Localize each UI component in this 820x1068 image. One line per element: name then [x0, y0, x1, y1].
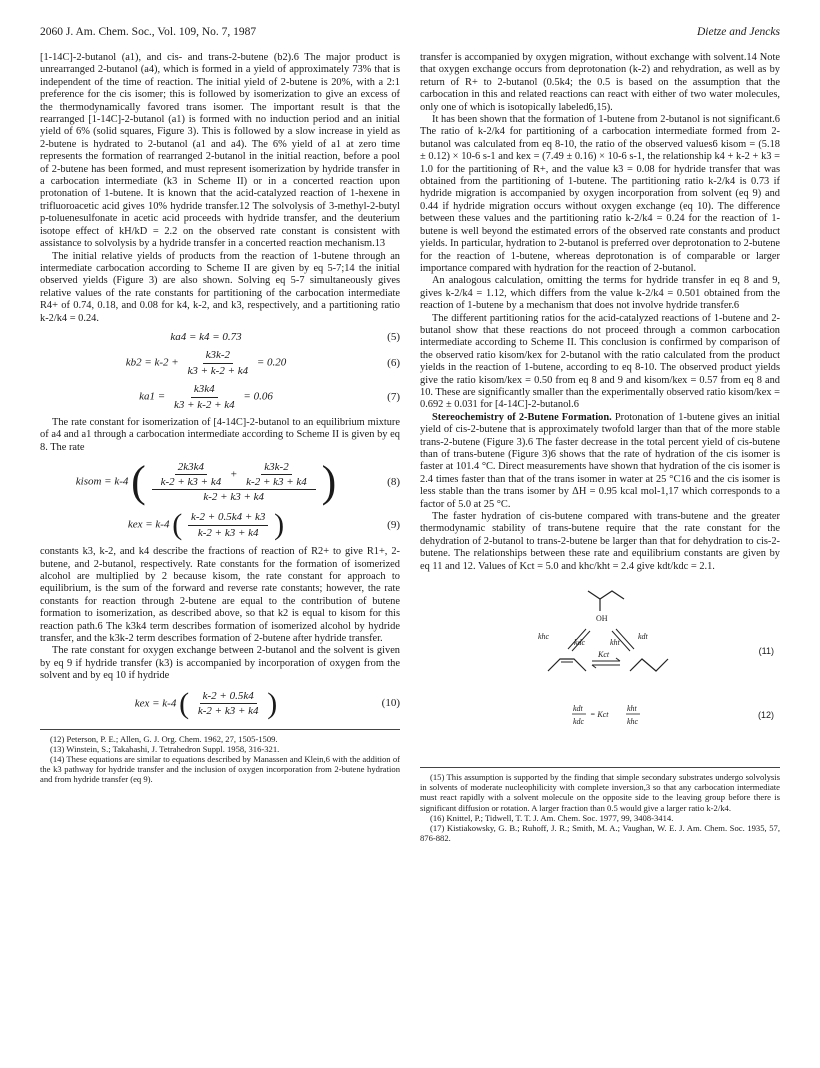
equation-5: ka4 = k4 = 0.73 (5) — [170, 330, 400, 343]
paragraph: The rate constant for isomerization of [4-14C]-2-butanol to an equilibrium mixture of a4 and a1 through a carbocation intermediate according to Scheme II is given by eq 8. The rate — [40, 416, 400, 453]
equation-11-number: (11) — [758, 646, 774, 657]
rate-label-khc: khc — [538, 632, 550, 642]
equation-9: kex = k-4 ( $\frac{k-2 + 0.5k4 + k3}{k-2 + k3 + k4}$ ) (9) — [127, 508, 400, 542]
paragraph: The initial relative yields of products from the reaction of 1-butene through an intermediate carbocation according to Scheme II are given by eq 5-7;14 the initial observed yields (Figure 3) are also shown. Solving eq 5-7 simultaneously gives relative values of the rate constants for partitioning of the carbocation intermediate R4+ of 0.74, 0.18, and 0.08 for k4, k-2, and k3, respectively, and a partitioning ratio k-2/k4 = 0.24. — [40, 250, 400, 324]
reaction-scheme: OH khc kdc kht kdt Kct (11) kdt kdc = Kct kht khc (12) — [420, 577, 780, 757]
paragraph: transfer is accompanied by oxygen migration, without exchange with solvent.14 Note that oxygen exchange occurs from deprotonation (k-2) and rehydration, as well as by return of R+ to 2-butanol (0.5k4; the 0.5 is based on the assumption that the carbocation in this and related reactions can react with either of two water molecules, only one of which is isotopically labeled6,15). — [420, 52, 780, 113]
footnotes-right — [420, 767, 780, 843]
paragraph: The rate constant for oxygen exchange between 2-butanol and the solvent is given by eq 9 if hydride transfer (k3) is accompanied by incorporation of oxygen from the solvent and by eq 10 if hydride — [40, 645, 400, 682]
left-column — [40, 52, 400, 785]
right-column — [420, 52, 780, 843]
paragraph: constants k3, k-2, and k4 describe the fractions of reaction of R2+ to give R1+, 2-butene, and 2-butanol, respectively. Rate constants for the formation of isomerized alcohol are multiplied by 2 because kisom, the rate constant for approach to equilibrium, is the sum of the forward and reverse rate constants; however, the rate constants for reaction through 2-butene are equal to the contribution of butene formation to isomerization, as described above, so that k2 is equal to kisom for this reaction path.6 The k3k4 term describes formation of isomerized alcohol by hydride transfer, and the k3k-2 term describes formation of 2-butene after hydride transfer. — [40, 546, 400, 645]
equation-7: ka1 = $\frac{k3k4}{k3 + k-2 + k4}$ = 0.06 (7) — [139, 383, 400, 411]
rate-label-kdc: kdc — [574, 638, 586, 648]
footnote-13: (13) Winstein, S.; Takahashi, J. Tetrahedron Suppl. 1958, 316-321. — [50, 743, 280, 754]
equation-6: kb2 = k-2 + $\frac{k3k-2}{k3 + k-2 + k4}$ = 0.20 (6) — [125, 349, 400, 377]
rate-label-kct: Kct — [598, 650, 610, 660]
running-authors: Dietze and Jencks — [696, 26, 780, 38]
footnote-17: (17) Kistiakowsky, G. B.; Ruhoff, J. R.; Smith, M. A.; Vaughan, W. E. J. Am. Chem. Soc. 1935, 57, 876-882. — [420, 823, 780, 844]
rate-label-kdt: kdt — [638, 632, 648, 642]
footnote-15: (15) This assumption is supported by the finding that simple secondary substrates undergo solvolysis in solvents of moderate nucleophilicity with complete inversion,3 so that any carbocation intermediate must react rapidly with a solvent molecule on the opposite side to the leaving group before there is significant diffusion or rotation. A larger fraction than 0.5 would give a larger ratio k-2/k4. — [420, 772, 780, 813]
journal-citation: 2060 J. Am. Chem. Soc., Vol. 109, No. 7, 1987 — [40, 26, 257, 38]
paragraph: An analogous calculation, omitting the terms for hydride transfer in eq 8 and 9, gives k-2/k4 = 1.12, which differs from the value k-2/k4 = 0.501 obtained from the reaction of 1-butene by a mechanism that does not involve hydride transfer.6 — [420, 275, 780, 312]
hydroxyl-label: OH — [596, 614, 608, 624]
page-header — [40, 26, 780, 42]
paragraph: It has been shown that the formation of 1-butene from 2-butanol is not significant.6 The ratio of k-2/k4 for partitioning of a carbocation intermediate formed from 2-butanol was calculated from eq 8-10, the ratio of the observed values6 kisom = (5.18 ± 0.12) × 10-6 s-1 and kex = (7.49 ± 0.16) × 10-6 s-1, the relationship k4 + k-2 + k3 = 1.0 for the partitioning of R+, and the value k3 = 0.08 for hydride transfer that was obtained from the partitioning of 1-butene. The partitioning ratio k-2/k4 is 0.73 if hydride migration is accompanied by oxygen incorporation from solvent (eq 9) and 0.44 if hydride migration occurs without oxygen exchange (eq 10). The difference between these values and the partitioning ratio k-2/k4 = 0.24 for the reaction of 1-butene is well beyond the estimated errors of the observed rate constants and product yields. In particular, hydration to 2-butanol is preferred over deprotonation to 2-butene for the reaction of 1-butene, whereas deprotonation is of comparable or larger importance compared with hydration for the reaction of 2-butanol. — [420, 114, 780, 274]
equation-8: kisom = k-4 ( $\frac{2k3k4}{k-2 + k3 + k4}$ + $\frac{k3k-2}{k-2 + k3 + k4}$ k-2 + k3 + k4 ) (8) — [75, 457, 400, 507]
scheme-drawing — [420, 577, 780, 757]
paragraph: The different partitioning ratios for the acid-catalyzed reactions of 1-butene and 2-butanol show that these reactions do not proceed through a common carbocation intermediate according to Scheme II. This conclusion is confirmed by comparison of the observed ratio kisom/kex for 2-butanol with the ratio calculated from the product yields in the reaction of 1-butene, according to eq 8-10. The observed product yields give the ratio kisom/kex = 0.50 from eq 8 and 9 and kisom/kex = 0.57 from eq 8 and 10. These are significantly smaller than the experimentally observed ratio kisom/kex = 0.692 ± 0.031 for [4-14C]-2-butanol.6 — [420, 312, 780, 411]
footnote-12: (12) Peterson, P. E.; Allen, G. J. Org. Chem. 1962, 27, 1505-1509. — [50, 733, 278, 744]
equation-10: kex = k-4 ( $\frac{k-2 + 0.5k4}{k-2 + k3 + k4}$ ) (10) — [134, 686, 400, 720]
footnote-14: (14) These equations are similar to equations described by Manassen and Klein,6 with the addition of the k3 pathway for hydride transfer and the inclusion of oxygen incorporation from 2-butene hydration and from hydride transfer (eq 9). — [40, 754, 400, 785]
paragraph: Stereochemistry of 2-Butene Formation. Protonation of 1-butene gives an initial yield of cis-2-butene that is approximately twofold larger than that of the more stable trans-2-butene (Figure 3).6 The faster decrease in the total percent yield of cis-butene than of trans-butene (Figure 3)6 shows that the rate of hydration of the cis isomer is faster at 101.4 °C. Direct measurements have shown that hydration of the cis isomer is 2.4 times faster than that of the trans isomer in water at 25 °C16 and the cis isomer is less stable than the trans isomer by ΔH = 0.95 kcal mol-1,17 which corresponds to a factor of 5.0 at 25 °C. — [420, 411, 780, 510]
footnotes-left — [40, 729, 400, 785]
equation-12-number: (12) — [757, 710, 774, 721]
rate-label-kht: kht — [610, 638, 620, 648]
footnote-16: (16) Knittel, P.; Tidwell, T. T. J. Am. Chem. Soc. 1977, 99, 3408-3414. — [430, 812, 674, 823]
section-heading: Stereochemistry of 2-Butene Formation. — [432, 411, 612, 423]
paragraph: The faster hydration of cis-butene compared with trans-butene and the greater thermodynamic stability of trans-butene require that the rate constant for the dehydration of 2-butanol to trans-2-butene be larger than that for dehydration to cis-2-butene. The relationships between these rate and equilibrium constants are given by eq 11 and 12. Values of Kct = 5.0 and khc/kht = 2.4 give kdt/kdc = 2.1. — [420, 511, 780, 572]
paragraph: [1-14C]-2-butanol (a1), and cis- and trans-2-butene (b2).6 The major product is unrearranged 2-butanol (a4), which is formed in a yield of approximately 73% that is independent of the time of reaction. The initial yield of 2-butene is 20%, with a 2:1 preference for the cis isomer; this is followed by isomerization to give an excess of the thermodynamically favored trans isomer. The important result is that the rearranged [1-14C]-2-butanol (a1) is formed with no induction period and an initial yield of 6% (solid squares, Figure 3). This is followed by a slow increase in yield as 2-butene is hydrated to 2-butanol (a1 and a4). The 6% yield of a1 at zero time represents the formation of rearranged 2-butanol in the initial reaction, before a pool of 2-butene has been formed, and must represent isomerization by hydride transfer in a carbocation intermediate (k3 in Scheme II) or in a concerted reaction upon protonation of 1-butene. It is known that the acid-catalyzed reaction of 1-hexene in trifluoroacetic acid gives 10% hydride transfer.12 The solvolysis of 3-methyl-2-butyl p-toluenesulfonate in acetic acid proceeds with hydride transfer, and the deuterium isotope effect of kH/kD = 2.2 on the observed rate constant is consistent with assistance to solvolysis by a hydride transfer in a concerted reaction mechanism.13 — [40, 52, 400, 250]
